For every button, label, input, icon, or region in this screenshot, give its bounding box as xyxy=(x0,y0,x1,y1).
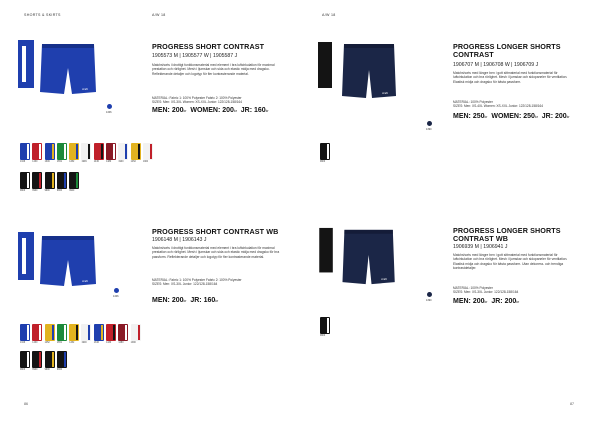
jr-price: 160 xyxy=(253,107,266,114)
svg-text:craft: craft xyxy=(381,277,387,282)
variant-code: 9900 xyxy=(32,369,38,371)
swatch-code: 1390 xyxy=(426,128,432,131)
variant-code: 1346 xyxy=(44,161,50,163)
swatch-code: 1346 xyxy=(113,295,119,298)
variant-code: 9900 xyxy=(20,369,26,371)
svg-text:craft: craft xyxy=(382,91,388,95)
variant-contrast-stripe xyxy=(113,144,115,159)
jr-label: JR: xyxy=(190,297,202,304)
product-image-longer-shorts-contrast xyxy=(318,40,396,100)
currency: kr xyxy=(183,299,187,303)
men-label: MEN: xyxy=(453,113,471,120)
product-image-longer-shorts-contrast-wb xyxy=(318,226,396,286)
currency: kr xyxy=(484,300,488,304)
season-label-right: A/W 18 xyxy=(322,13,336,17)
material-line: MATERIAL: 100% Polyester xyxy=(453,100,493,104)
product-description: Matchshorts med längre ben i gott sittmaterial med funktionsmaterial för luftcirkulation och bra rörlighet. Mesh i ljumskar och sidopaneler för ventilation. Elastisk midja och dragsko för bästa passform. Utan dekorera- och trendiga kontrastdetaljer. xyxy=(453,253,568,270)
svg-text:craft: craft xyxy=(82,87,88,91)
variant-contrast-stripe xyxy=(64,173,66,188)
variant-contrast-stripe xyxy=(52,352,54,367)
swatch-code: 1390 xyxy=(426,299,432,302)
color-variant-thumbnail[interactable] xyxy=(57,324,67,345)
variant-code: 1900 xyxy=(118,161,124,163)
variant-contrast-stripe xyxy=(88,325,90,340)
variant-code: 9900 xyxy=(20,190,26,192)
variant-code: 1480 xyxy=(106,161,112,163)
sizes-line: SIZES: Men: XS-4XL Women: XS-XXL Junior: 122/128-158/164 xyxy=(453,104,544,109)
product-description: Matchshorts i idrottigt funktionsmaterial med element i bra luftcirkulation för maximal prestation och rörlighet. Mesh i ljumskar och sida och elastic midja med dragsko för bra passform. Reflekterande detaljer och logotyp för fler kontrasterande material. xyxy=(152,246,280,259)
currency: kr xyxy=(215,299,219,303)
variant-contrast-stripe xyxy=(76,144,78,159)
currency: kr xyxy=(484,115,488,119)
product-prices xyxy=(152,107,269,114)
variant-code: 9900 xyxy=(44,369,50,371)
jr-label: JR: xyxy=(541,113,554,120)
variant-code: 1452 xyxy=(44,342,50,344)
color-variant-thumbnail[interactable] xyxy=(32,172,42,193)
color-variant-thumbnail[interactable] xyxy=(106,324,116,345)
product-material xyxy=(152,278,282,287)
page-number-right: 87 xyxy=(570,402,574,406)
material-line: MATERIAL: Fabric 1: 100% Polyester Fabric 2: 100% Polyester xyxy=(152,96,242,100)
variant-contrast-stripe xyxy=(125,325,127,340)
product-image-short-contrast-wb xyxy=(18,232,96,292)
color-variant-thumbnail[interactable] xyxy=(94,324,104,345)
variant-code: 1651 xyxy=(56,342,63,344)
product-prices xyxy=(152,297,218,304)
color-variant-thumbnail[interactable] xyxy=(45,143,55,164)
color-variant-thumbnail[interactable] xyxy=(69,324,79,345)
color-variant-thumbnail[interactable] xyxy=(57,351,67,372)
color-swatch[interactable] xyxy=(427,292,432,297)
variant-code: 1430 xyxy=(93,161,99,163)
currency: kr xyxy=(265,109,269,113)
variant-code: 1346 xyxy=(93,342,99,344)
color-variant-thumbnail[interactable] xyxy=(81,324,91,345)
svg-text:craft: craft xyxy=(82,279,88,283)
variant-code: 1480 xyxy=(118,342,124,344)
variant-code: 1999 xyxy=(81,161,87,163)
sizes-line: SIZES: Men: XS-3XL Junior: 122/128-158/164 xyxy=(152,282,218,287)
color-variants-row xyxy=(20,324,141,345)
men-price: 200 xyxy=(171,297,184,304)
variant-code: 1651 xyxy=(56,161,63,163)
currency: kr xyxy=(516,300,520,304)
material-line: MATERIAL: 100% Polyester xyxy=(453,286,493,290)
section-header: SHORTS & SKIRTS xyxy=(24,13,61,17)
variant-code: 1430 xyxy=(32,161,38,163)
women-label: WOMEN: xyxy=(491,113,522,120)
color-variant-thumbnail[interactable] xyxy=(45,324,55,345)
color-variant-thumbnail[interactable] xyxy=(131,324,141,345)
product-codes: 1905573 M | 1905577 W | 1905587 J xyxy=(152,53,238,59)
variant-code: 1346 xyxy=(20,161,26,163)
product-prices xyxy=(453,298,519,305)
variant-code: 1452 xyxy=(130,161,136,163)
product-material xyxy=(152,96,282,105)
variant-code: 9900 xyxy=(69,190,75,192)
men-price: 250 xyxy=(472,113,485,120)
color-variant-thumbnail[interactable] xyxy=(320,317,330,338)
color-variant-thumbnail[interactable] xyxy=(20,143,30,164)
variant-code: 9900 xyxy=(320,335,326,337)
variant-code: 1430 xyxy=(106,342,112,344)
jr-label: JR: xyxy=(491,298,503,305)
product-description: Matchshorts i idrottigt funktionsmaterial med element i bra luftcirkulation för maximal prestation och rörlighet. Mesh i ljumskar och sida och elastic midja med dragsko. Reflekterande detaljer och logotyp för fler kontrasterande material. xyxy=(152,63,275,76)
product-codes: 1906707 M | 1906708 W | 1906709 J xyxy=(453,62,539,68)
variant-contrast-stripe xyxy=(39,144,41,159)
men-price: 200 xyxy=(171,107,184,114)
variant-contrast-stripe xyxy=(39,173,41,188)
product-title: PROGRESS SHORT CONTRAST xyxy=(152,42,265,51)
variant-code: 1900 xyxy=(81,342,87,344)
variant-code: 1346 xyxy=(20,342,26,344)
color-variant-thumbnail[interactable] xyxy=(32,324,42,345)
color-variants-row xyxy=(320,143,330,164)
color-variant-thumbnail[interactable] xyxy=(94,143,104,164)
women-label: WOMEN: xyxy=(190,107,221,114)
variant-contrast-stripe xyxy=(27,173,29,188)
variant-contrast-stripe xyxy=(76,173,78,188)
currency: kr xyxy=(233,109,237,113)
variant-code: 1452 xyxy=(69,342,75,344)
variant-contrast-stripe xyxy=(327,318,329,333)
currency: kr xyxy=(534,115,538,119)
color-variant-thumbnail[interactable] xyxy=(32,351,42,372)
variant-contrast-stripe xyxy=(27,144,29,159)
color-variant-thumbnail[interactable] xyxy=(45,172,55,193)
color-variant-thumbnail[interactable] xyxy=(81,143,91,164)
color-swatch[interactable] xyxy=(427,121,432,126)
variant-code: 9900 xyxy=(44,190,50,192)
variant-contrast-stripe xyxy=(113,325,115,340)
variant-contrast-stripe xyxy=(27,325,29,340)
color-variant-thumbnail[interactable] xyxy=(106,143,116,164)
color-variant-thumbnail[interactable] xyxy=(32,143,42,164)
variant-contrast-stripe xyxy=(101,325,103,340)
variant-contrast-stripe xyxy=(52,173,54,188)
men-label: MEN: xyxy=(453,298,471,305)
sizes-line: SIZES: Men: XS-3XL Junior: 122/128-158/164 xyxy=(453,290,519,295)
variant-code: 1900 xyxy=(142,161,149,163)
color-variant-thumbnail[interactable] xyxy=(45,351,55,372)
variant-contrast-stripe xyxy=(52,325,54,340)
product-title: PROGRESS LONGER SHORTS CONTRAST xyxy=(453,42,561,59)
product-title: PROGRESS SHORT CONTRAST WB xyxy=(152,227,279,236)
product-codes: 1906148 M | 1906143 J xyxy=(152,237,207,243)
color-variant-thumbnail[interactable] xyxy=(143,143,153,164)
color-variants-row xyxy=(20,143,153,164)
color-variant-thumbnail[interactable] xyxy=(20,172,30,193)
variant-code: 9900 xyxy=(56,369,63,371)
color-variant-thumbnail[interactable] xyxy=(118,143,128,164)
product-codes: 1906939 M | 1906941 J xyxy=(453,244,508,250)
swatch-code: 1346 xyxy=(106,111,112,114)
product-image-short-contrast xyxy=(18,40,96,100)
variant-contrast-stripe xyxy=(64,325,66,340)
variant-code: 1430 xyxy=(32,342,38,344)
variant-code: 9900 xyxy=(56,190,63,192)
variant-contrast-stripe xyxy=(76,325,78,340)
variant-contrast-stripe xyxy=(138,144,140,159)
variant-contrast-stripe xyxy=(39,325,41,340)
color-variants-row xyxy=(20,172,79,193)
material-line: MATERIAL: Fabric 1: 100% Polyester Fabric 2: 100% Polyester xyxy=(152,278,242,282)
product-title: PROGRESS LONGER SHORTS CONTRAST WB xyxy=(453,226,561,243)
women-price: 200 xyxy=(222,107,234,114)
variant-contrast-stripe xyxy=(27,352,29,367)
variant-contrast-stripe xyxy=(125,144,127,159)
women-price: 250 xyxy=(523,113,535,120)
variant-contrast-stripe xyxy=(101,144,103,159)
color-variant-thumbnail[interactable] xyxy=(20,324,30,345)
season-label-left: A/W 18 xyxy=(152,13,166,17)
jr-price: 200 xyxy=(554,113,567,120)
color-variant-thumbnail[interactable] xyxy=(131,143,141,164)
currency: kr xyxy=(183,109,187,113)
variant-contrast-stripe xyxy=(150,144,152,159)
page-number-left: 86 xyxy=(24,402,28,406)
men-price: 200 xyxy=(472,298,485,305)
variant-contrast-stripe xyxy=(39,352,41,367)
color-variant-thumbnail[interactable] xyxy=(69,143,79,164)
product-prices xyxy=(453,113,570,120)
men-label: MEN: xyxy=(152,107,170,114)
variant-contrast-stripe xyxy=(88,144,90,159)
variant-code: 9900 xyxy=(320,161,326,163)
color-swatch[interactable] xyxy=(107,104,112,109)
product-material xyxy=(453,286,578,295)
product-material xyxy=(453,100,578,109)
color-swatch[interactable] xyxy=(114,288,119,293)
color-variant-thumbnail[interactable] xyxy=(57,172,67,193)
currency: kr xyxy=(566,115,570,119)
jr-price: 160 xyxy=(203,297,216,304)
men-label: MEN: xyxy=(152,297,170,304)
variant-code: 1900 xyxy=(130,342,136,344)
product-description: Matchshorts med längre ben i gott sittmaterial med funktionsmaterial för luftcirkulation och bra rörlighet. Mesh i ljumskar och sidopaneler för ventilation. Elastisk midja och dragsko för bästa passform. xyxy=(453,71,568,84)
color-variants-row xyxy=(320,317,330,338)
color-variant-thumbnail[interactable] xyxy=(57,143,67,164)
variant-contrast-stripe xyxy=(327,144,329,159)
variant-contrast-stripe xyxy=(52,144,54,159)
variant-contrast-stripe xyxy=(138,325,140,340)
color-variant-thumbnail[interactable] xyxy=(118,324,128,345)
variant-code: 9900 xyxy=(32,190,38,192)
color-variant-thumbnail[interactable] xyxy=(320,143,330,164)
jr-label: JR: xyxy=(240,107,253,114)
variant-contrast-stripe xyxy=(64,144,66,159)
variant-code: 1452 xyxy=(69,161,75,163)
variant-contrast-stripe xyxy=(64,352,66,367)
color-variant-thumbnail[interactable] xyxy=(69,172,79,193)
color-variant-thumbnail[interactable] xyxy=(20,351,30,372)
jr-price: 200 xyxy=(504,298,517,305)
color-variants-row xyxy=(20,351,67,372)
sizes-line: SIZES: Men: XS-3XL Women: XS-XXL Junior: 122/128-158/164 xyxy=(152,100,243,105)
